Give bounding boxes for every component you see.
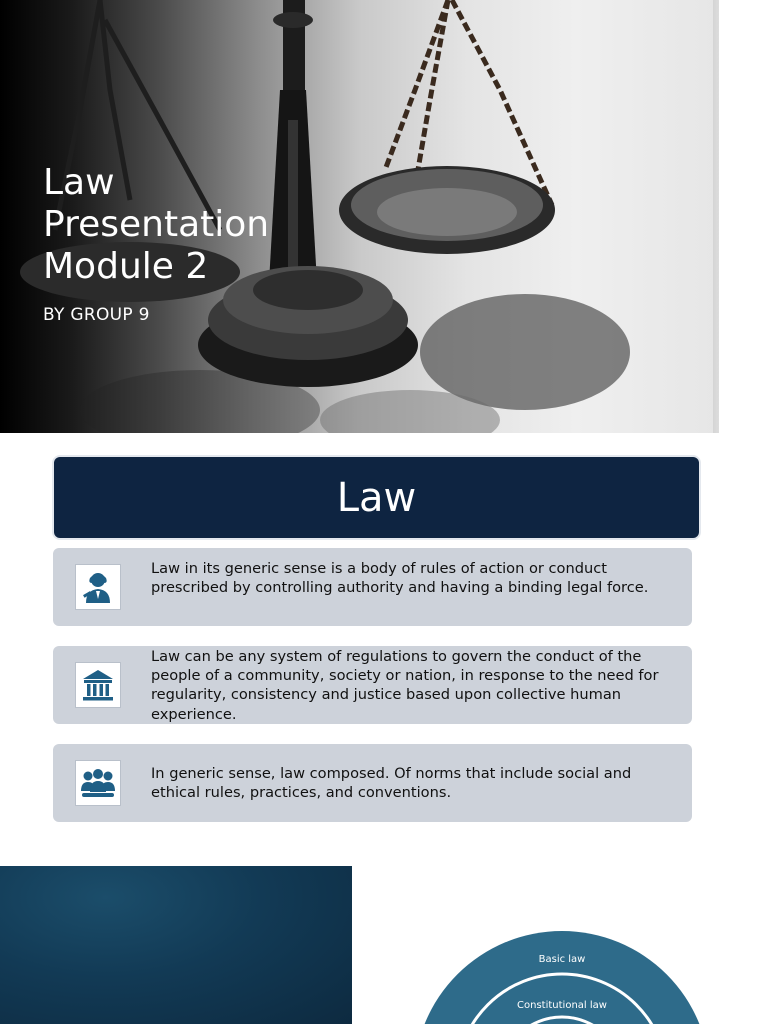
title-line: Presentation xyxy=(43,204,270,245)
ring-label: Basic law xyxy=(538,954,586,965)
title-line: Law xyxy=(43,162,115,203)
law-header-title: Law xyxy=(336,474,417,521)
card-text: In generic sense, law composed. Of norms that include social and ethical rules, practices, and conventions. xyxy=(151,765,632,802)
card-text: Law in its generic sense is a body of rules of action or conduct prescribed by controlling authority and having a binding legal force. xyxy=(151,560,649,597)
card-text: Law can be any system of regulations to govern the conduct of the people of a community, society or nation, in response to the need for regularity, consistency and justice based upon collective human experience. xyxy=(151,648,659,723)
title-slide xyxy=(0,0,719,433)
presentation-subtitle: BY GROUP 9 xyxy=(43,305,150,325)
judge-icon xyxy=(75,564,121,610)
dark-panel xyxy=(0,866,352,1024)
definition-card xyxy=(53,548,692,626)
law-header xyxy=(54,457,699,538)
courthouse-icon xyxy=(75,662,121,708)
group-icon xyxy=(75,760,121,806)
title-line: Module 2 xyxy=(43,246,209,287)
definition-card xyxy=(53,744,692,822)
slide-edge-shadow xyxy=(713,0,719,433)
presentation-title xyxy=(43,162,269,288)
ring-label: Constitutional law xyxy=(517,1000,607,1011)
definition-card xyxy=(53,646,692,724)
law-hierarchy-diagram xyxy=(400,916,730,1024)
